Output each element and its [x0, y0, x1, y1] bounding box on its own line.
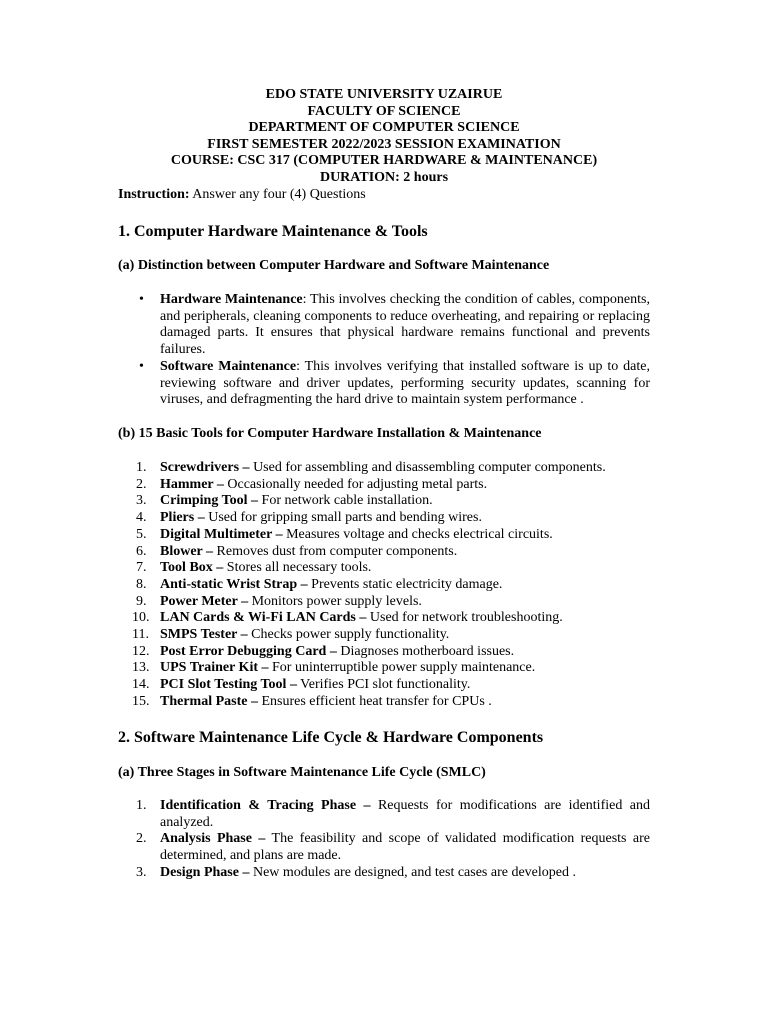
- item-number: 6.: [136, 543, 147, 559]
- item-text: Monitors power supply levels.: [248, 593, 422, 609]
- bullet-icon: •: [139, 358, 144, 374]
- exam-duration: DURATION: 2 hours: [319, 169, 449, 185]
- item-number: 7.: [136, 560, 147, 576]
- university-name: EDO STATE UNIVERSITY UZAIRUE: [265, 87, 503, 102]
- item-text: Stores all necessary tools.: [223, 560, 372, 576]
- item-number: 5.: [136, 526, 147, 542]
- item-text: Verifies PCI slot functionality.: [296, 677, 471, 693]
- item-text: Measures voltage and checks electrical circuits.: [282, 526, 553, 542]
- course-title: COURSE: CSC 317 (COMPUTER HARDWARE & MAINTENANCE): [170, 153, 598, 169]
- list-item: [118, 560, 650, 577]
- section-1b-heading: (b) 15 Basic Tools for Computer Hardware Installation & Maintenance: [118, 426, 542, 441]
- item-term: LAN Cards & Wi-Fi LAN Cards –: [160, 610, 367, 626]
- smlc-stages-list: [118, 798, 650, 882]
- list-item: [118, 610, 650, 627]
- list-item: [118, 292, 650, 359]
- item-text: Ensures efficient heat transfer for CPUs .: [257, 693, 492, 709]
- item-term: Blower –: [160, 543, 214, 559]
- item-number: 12.: [132, 643, 150, 659]
- item-text: New modules are designed, and test cases are developed .: [249, 864, 576, 880]
- item-term: Screwdrivers –: [160, 460, 250, 475]
- item-term: Identification & Tracing Phase –: [160, 798, 371, 813]
- list-item: [118, 359, 650, 409]
- exam-header: [0, 87, 768, 187]
- bullet-icon: •: [139, 292, 144, 307]
- item-number: 2.: [136, 831, 147, 847]
- list-item: [118, 798, 650, 831]
- item-text: Used for network troubleshooting.: [366, 610, 563, 626]
- item-term: Post Error Debugging Card –: [160, 643, 337, 659]
- item-number: 14.: [132, 677, 150, 693]
- list-item: [118, 477, 650, 494]
- item-term: Anti-static Wrist Strap –: [160, 576, 308, 592]
- item-number: 8.: [136, 576, 147, 592]
- list-item: [118, 577, 650, 594]
- item-term: Digital Multimeter –: [160, 526, 283, 542]
- list-item: [118, 694, 650, 711]
- instruction-text: Answer any four (4) Questions: [189, 187, 366, 202]
- list-item: [118, 677, 650, 694]
- item-number: 13.: [132, 660, 150, 676]
- list-item: [118, 627, 650, 644]
- item-text: Used for gripping small parts and bending wires.: [204, 510, 482, 526]
- item-text: Prevents static electricity damage.: [307, 576, 503, 592]
- item-text: Diagnoses motherboard issues.: [336, 643, 515, 659]
- list-item: [118, 831, 650, 864]
- item-term: Hammer –: [160, 476, 224, 492]
- list-item: [118, 660, 650, 677]
- instruction-label: Instruction:: [118, 187, 190, 202]
- item-number: 1.: [136, 460, 147, 475]
- item-text: For network cable installation.: [258, 493, 433, 509]
- list-item: [118, 460, 650, 477]
- item-text: : This involves checking the condition of cables, components, and peripherals, cleaning components to reduce overheating, and repairing or replacing damaged parts. It ensures that physical hardware remains functional and prevents failures.: [160, 292, 650, 358]
- item-term: Software Maintenance: [160, 358, 297, 374]
- list-item: [118, 544, 650, 561]
- item-number: 10.: [132, 610, 150, 626]
- item-number: 9.: [136, 593, 147, 609]
- item-number: 4.: [136, 510, 147, 526]
- item-text: : This involves verifying that installed software is up to date, reviewing software and driver updates, performing security updates, scanning for viruses, and defragmenting the hard drive to maintain system performance .: [160, 358, 650, 408]
- list-item: [118, 510, 650, 527]
- faculty-name: FACULTY OF SCIENCE: [307, 103, 461, 119]
- maintenance-distinction-list: [118, 292, 650, 409]
- item-text: Used for assembling and disassembling computer components.: [249, 460, 606, 475]
- list-item: [118, 865, 650, 882]
- item-term: Pliers –: [160, 510, 205, 526]
- item-number: 11.: [132, 627, 149, 643]
- item-term: Power Meter –: [160, 593, 249, 609]
- item-text: Occasionally needed for adjusting metal parts.: [223, 476, 488, 492]
- item-text: For uninterruptible power supply maintenance.: [268, 660, 536, 676]
- item-term: UPS Trainer Kit –: [160, 660, 269, 676]
- item-text: Checks power supply functionality.: [247, 627, 450, 643]
- item-term: Crimping Tool –: [160, 493, 259, 509]
- section-1-heading: 1. Computer Hardware Maintenance & Tools: [118, 223, 428, 240]
- department-name: DEPARTMENT OF COMPUTER SCIENCE: [248, 120, 520, 136]
- item-text: Removes dust from computer components.: [213, 543, 458, 559]
- item-text: Requests for modifications are identified and analyzed.: [160, 798, 650, 830]
- item-term: Thermal Paste –: [160, 693, 258, 709]
- item-number: 2.: [136, 476, 147, 492]
- section-2a-heading: (a) Three Stages in Software Maintenance Life Cycle (SMLC): [118, 765, 486, 780]
- item-number: 15.: [132, 693, 150, 709]
- item-term: SMPS Tester –: [160, 627, 248, 643]
- item-number: 3.: [136, 864, 147, 880]
- list-item: [118, 527, 650, 544]
- item-term: Tool Box –: [160, 560, 224, 576]
- item-number: 3.: [136, 493, 147, 509]
- item-term: Analysis Phase –: [160, 831, 266, 847]
- exam-session: FIRST SEMESTER 2022/2023 SESSION EXAMINATION: [207, 136, 561, 152]
- list-item: [118, 493, 650, 510]
- item-number: 1.: [136, 798, 147, 813]
- list-item: [118, 594, 650, 611]
- item-term: PCI Slot Testing Tool –: [160, 677, 297, 693]
- item-term: Hardware Maintenance: [160, 292, 303, 307]
- item-term: Design Phase –: [160, 864, 250, 880]
- tools-list: [118, 460, 650, 711]
- section-1a-heading: (a) Distinction between Computer Hardware and Software Maintenance: [118, 258, 550, 273]
- item-text: The feasibility and scope of validated modification requests are determined, and plans are made.: [160, 831, 650, 864]
- list-item: [118, 644, 650, 661]
- instruction: [118, 187, 366, 204]
- section-2-heading: 2. Software Maintenance Life Cycle & Hardware Components: [118, 729, 544, 746]
